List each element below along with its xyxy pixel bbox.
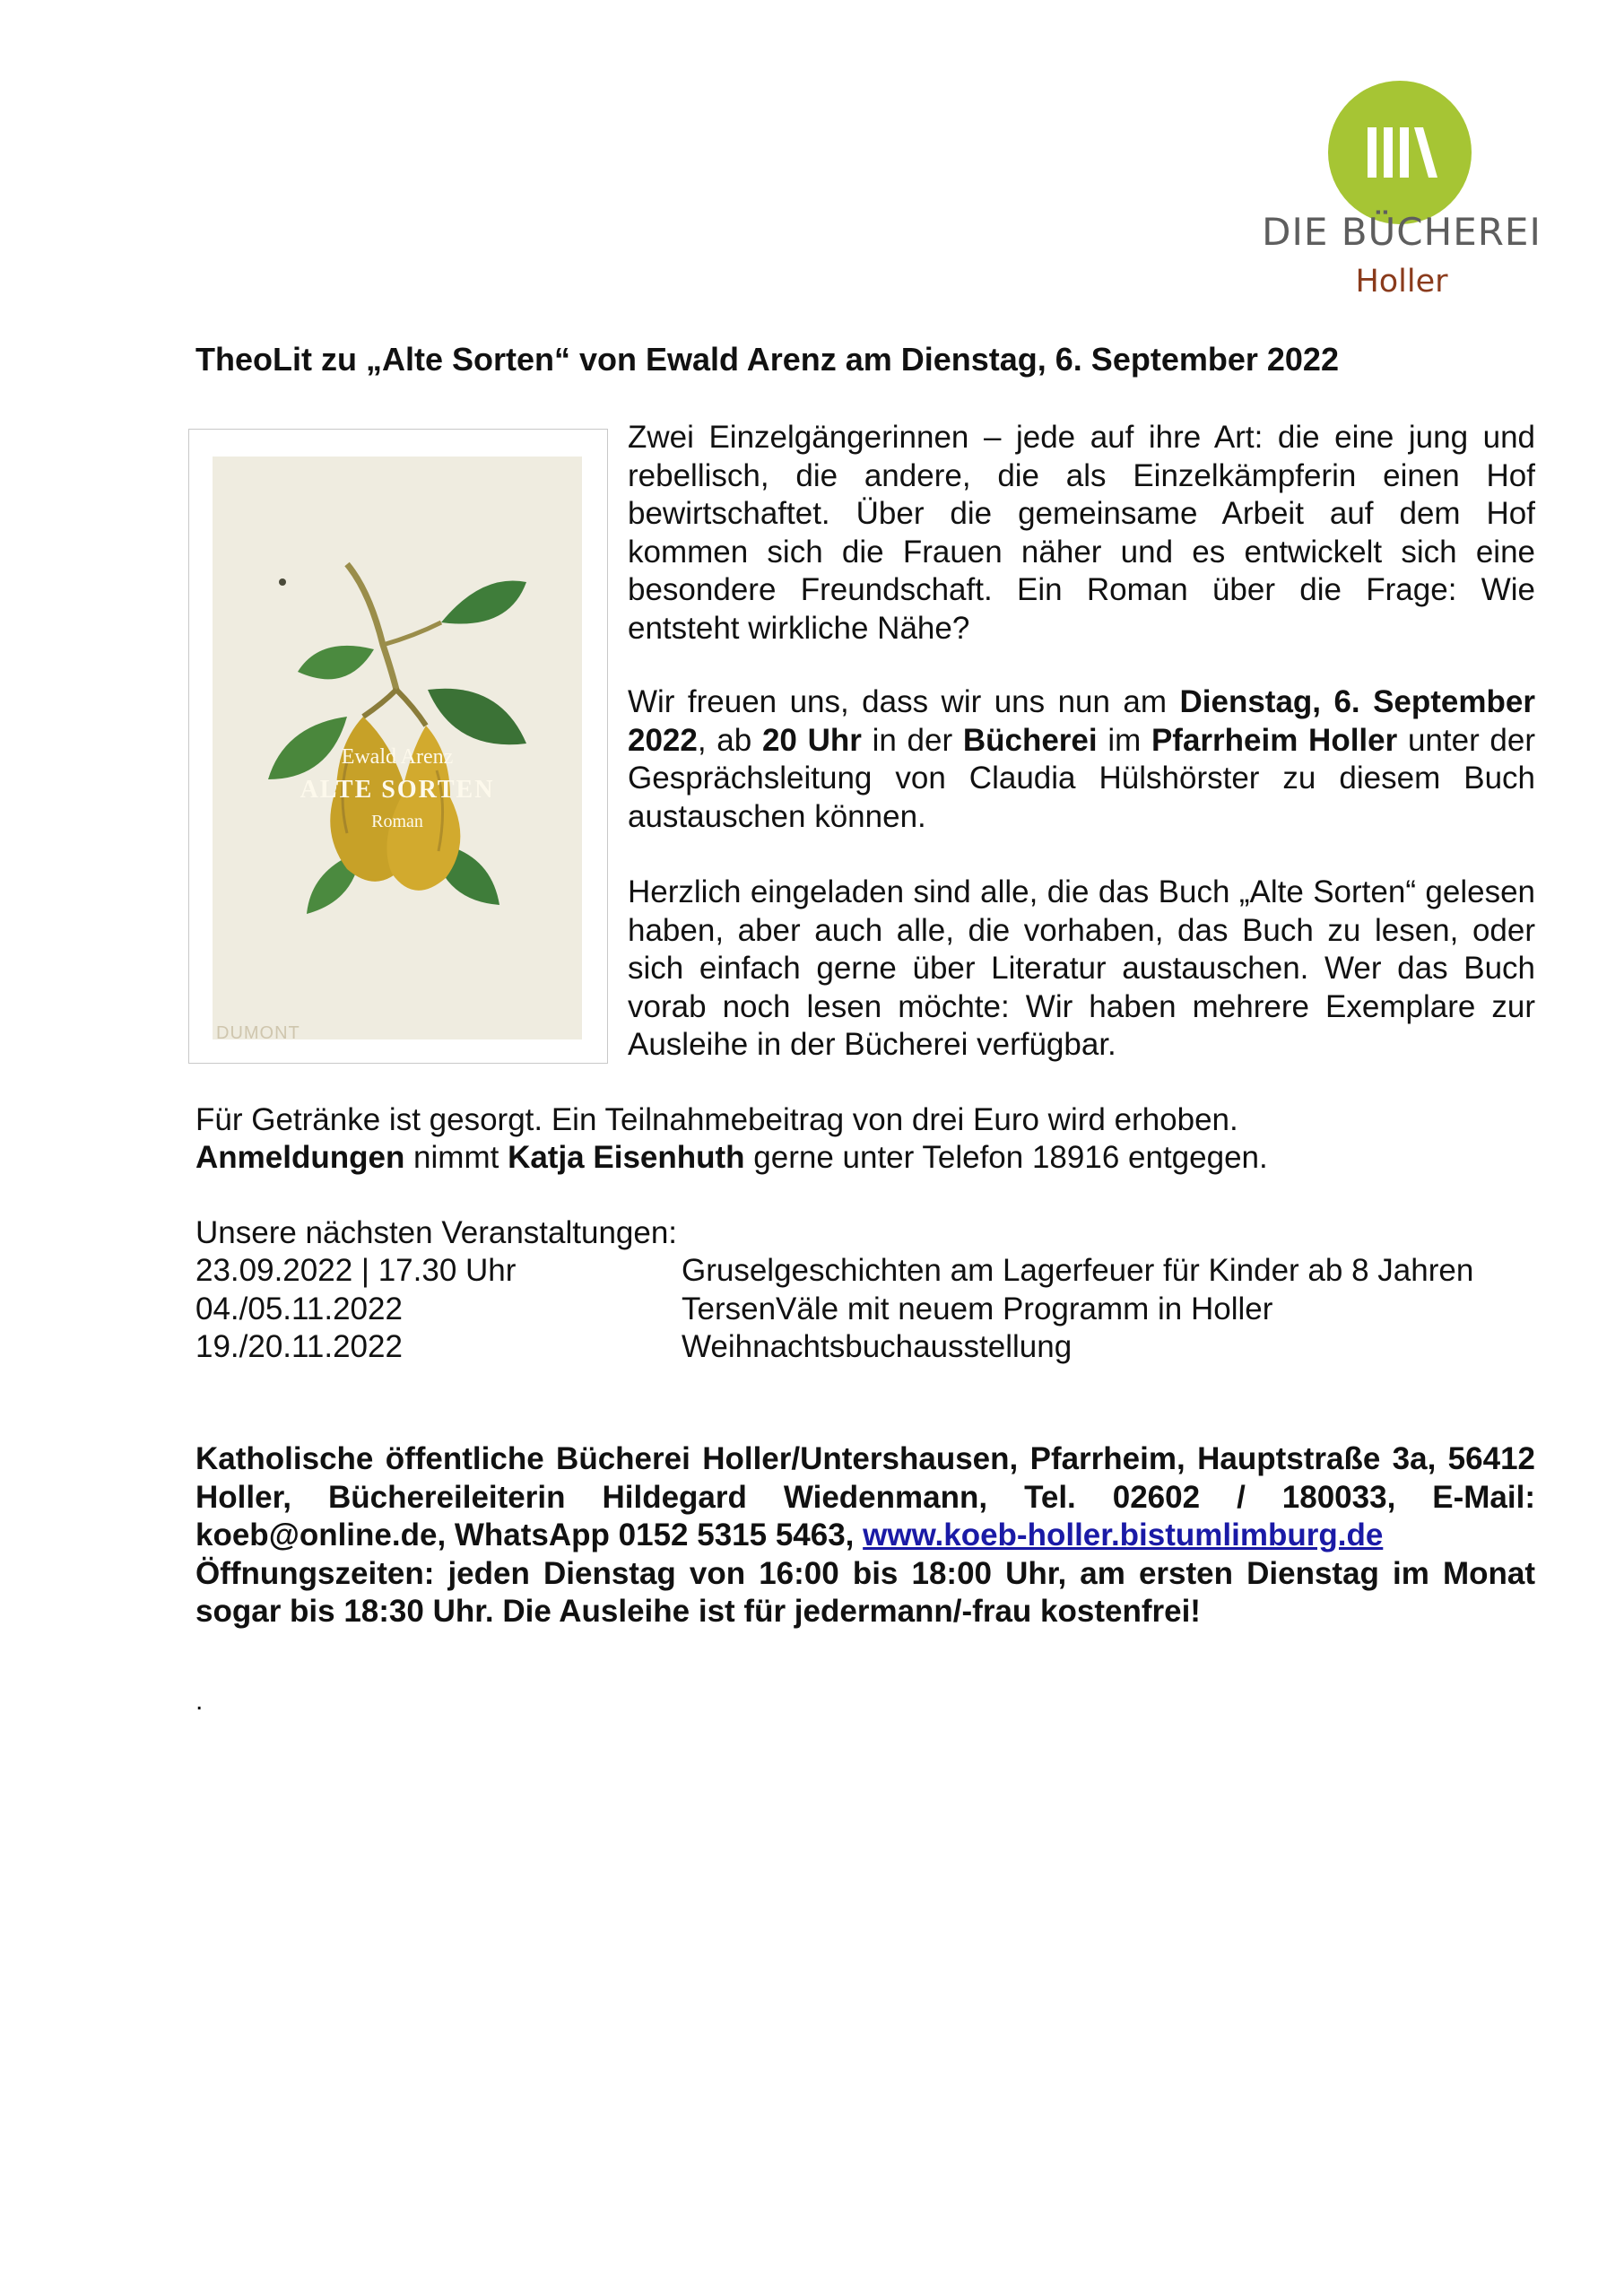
logo-place: Holler xyxy=(1355,264,1448,300)
document-title: TheoLit zu „Alte Sorten“ von Ewald Arenz am Dienstag, 6. September 2022 xyxy=(195,341,1339,378)
announcement-text: im xyxy=(1097,722,1151,758)
book-description: Zwei Einzelgängerinnen – jede auf ihre Art: die eine jung und rebellisch, die andere, die als Einzelkämpferin einen Hof bewirtschaftet. Über die gemeinsame Arbeit auf dem Hof kommen sich die Frauen näher und es entwickelt sich eine besondere Freundschaft. Ein Roman über die Frage: Wie entsteht wirkliche Nähe? xyxy=(628,420,1535,646)
announcement-text: unter der Gesprächsleitung von Claudia Hülshörster zu diesem Buch austauschen können. xyxy=(628,722,1536,834)
event-row-date: 19./20.11.2022 xyxy=(195,1329,403,1364)
list-item xyxy=(195,1252,1473,1291)
trailing-dot: . xyxy=(195,1686,204,1716)
list-item xyxy=(195,1291,1473,1329)
registration-text: nimmt xyxy=(404,1140,508,1175)
cover-publisher: DUMONT xyxy=(216,1023,300,1039)
logo-emblem-icon xyxy=(1328,81,1472,224)
registration-text: gerne unter Telefon 18916 entgegen. xyxy=(744,1140,1268,1175)
cover-subtitle: Roman xyxy=(371,812,423,831)
announcement-text: , ab xyxy=(697,722,762,758)
book-cover xyxy=(188,429,608,1064)
event-row-title: Gruselgeschichten am Lagerfeuer für Kinder ab 8 Jahren xyxy=(682,1253,1474,1288)
registration-note xyxy=(195,1139,1268,1178)
drinks-note: Für Getränke ist gesorgt. Ein Teilnahmebeitrag von drei Euro wird erhoben. xyxy=(195,1102,1238,1137)
announcement-text: in der xyxy=(861,722,963,758)
announcement-text: Wir freuen uns, dass wir uns nun am xyxy=(628,684,1180,719)
event-venue: Bücherei xyxy=(962,722,1098,758)
cover-author: Ewald Arenz xyxy=(341,745,454,769)
invitation-text: Herzlich eingeladen sind alle, die das Buch „Alte Sorten“ gelesen haben, aber auch alle, die vorhaben, das Buch zu lesen, oder sich einfach gerne über Literatur austauschen. Wer das Buch vorab noch lesen möchte: Wir haben mehrere Exemplare zur Ausleihe in der Bücherei verfügbar. xyxy=(628,874,1535,1062)
event-time: 20 Uhr xyxy=(761,722,862,758)
logo-name: DIE BÜCHEREI xyxy=(1262,210,1541,254)
events-heading: Unsere nächsten Veranstaltungen: xyxy=(195,1215,678,1250)
event-row-title: TersenVäle mit neuem Programm in Holler xyxy=(682,1291,1273,1326)
event-location: Pfarrheim Holler xyxy=(1151,722,1398,758)
event-date: Dienstag, 6. September 2022 xyxy=(628,684,1535,758)
library-logo xyxy=(1254,74,1550,316)
event-row-date: 23.09.2022 | 17.30 Uhr xyxy=(195,1253,517,1288)
contact-block xyxy=(195,1440,1535,1631)
book-cover-art xyxy=(213,457,582,1039)
events-list xyxy=(195,1252,1473,1367)
opening-hours: Öffnungszeiten: jeden Dienstag von 16:00 bis 18:00 Uhr, am ersten Dienstag im Monat sogar bis 18:30 Uhr. Die Ausleihe ist für jedermann/-frau kostenfrei! xyxy=(195,1555,1535,1629)
event-row-title: Weihnachtsbuchausstellung xyxy=(682,1329,1073,1364)
event-row-date: 04./05.11.2022 xyxy=(195,1291,403,1326)
event-announcement xyxy=(628,683,1535,836)
contact-details: Katholische öffentliche Bücherei Holler/Untershausen, Pfarrheim, Hauptstraße 3a, 56412 Holler, Büchereileiterin Hildegard Wiedenmann, Tel. 02602 / 180033, E-Mail: koeb@online.de, WhatsApp 0152 5315 5463, xyxy=(195,1441,1535,1552)
list-item xyxy=(195,1328,1473,1367)
website-link[interactable]: www.koeb-holler.bistumlimburg.de xyxy=(863,1518,1384,1552)
registration-label: Anmeldungen xyxy=(195,1140,405,1175)
cover-title: ALTE SORTEN xyxy=(300,776,495,804)
contact-person: Katja Eisenhuth xyxy=(508,1140,745,1175)
